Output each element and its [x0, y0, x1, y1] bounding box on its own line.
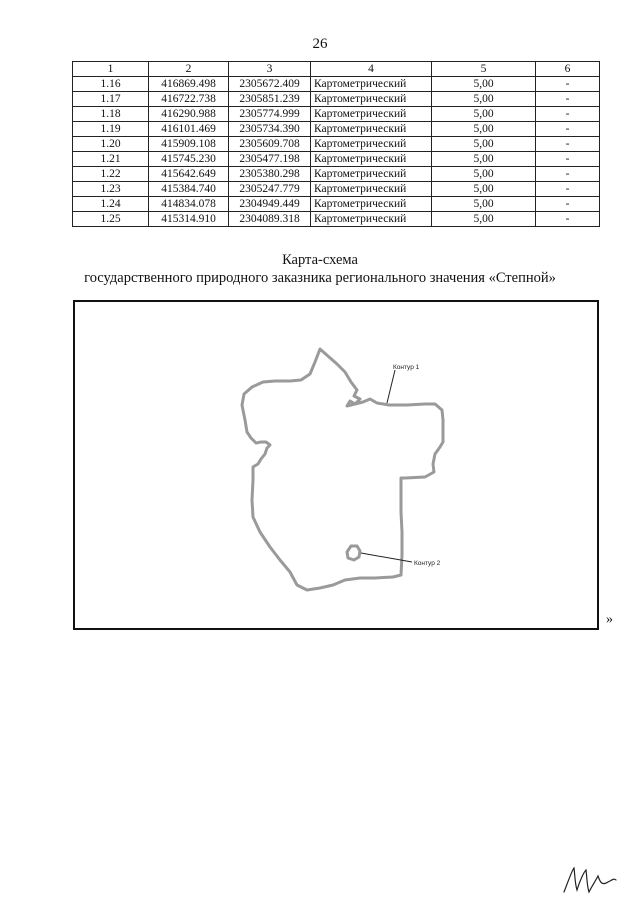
table-cell: 2305774.999 — [229, 107, 311, 122]
column-header: 6 — [536, 62, 600, 77]
table-row — [73, 167, 600, 182]
table-row — [73, 197, 600, 212]
table-row — [73, 212, 600, 227]
table-cell: 5,00 — [432, 212, 536, 227]
table-cell: 416722.738 — [149, 92, 229, 107]
table-row — [73, 152, 600, 167]
contour-2-boundary — [347, 546, 360, 560]
closing-quote: » — [606, 612, 613, 627]
table-cell: 1.18 — [73, 107, 149, 122]
table-cell: 2304949.449 — [229, 197, 311, 212]
table-cell: 415909.108 — [149, 137, 229, 152]
table-body — [73, 77, 600, 227]
table-cell: - — [536, 107, 600, 122]
table-cell: 416869.498 — [149, 77, 229, 92]
contour-2-leader-line — [361, 553, 412, 562]
coordinates-table — [72, 61, 600, 227]
table-cell: 1.16 — [73, 77, 149, 92]
table-cell: Картометрический — [311, 167, 432, 182]
table-row — [73, 77, 600, 92]
table-cell: 1.24 — [73, 197, 149, 212]
table-cell: Картометрический — [311, 197, 432, 212]
column-header: 1 — [73, 62, 149, 77]
table-cell: Картометрический — [311, 212, 432, 227]
table-cell: Картометрический — [311, 182, 432, 197]
table-cell: 2304089.318 — [229, 212, 311, 227]
table-cell: 1.22 — [73, 167, 149, 182]
table-cell: 5,00 — [432, 77, 536, 92]
table-cell: 2305380.298 — [229, 167, 311, 182]
table-cell: - — [536, 197, 600, 212]
table-cell: Картометрический — [311, 77, 432, 92]
table-cell: 5,00 — [432, 182, 536, 197]
table-cell: 415642.649 — [149, 167, 229, 182]
table-cell: 1.21 — [73, 152, 149, 167]
table-cell: 1.20 — [73, 137, 149, 152]
table-cell: 2305247.779 — [229, 182, 311, 197]
table-cell: 5,00 — [432, 152, 536, 167]
table-cell: Картометрический — [311, 107, 432, 122]
table-row — [73, 107, 600, 122]
table-cell: 5,00 — [432, 92, 536, 107]
table-cell: Картометрический — [311, 92, 432, 107]
table-row — [73, 92, 600, 107]
table-cell: 414834.078 — [149, 197, 229, 212]
table-cell: 1.25 — [73, 212, 149, 227]
map-scheme — [75, 302, 597, 628]
table-cell: 5,00 — [432, 197, 536, 212]
map-title — [0, 251, 640, 287]
table-cell: 2305672.409 — [229, 77, 311, 92]
table-cell: 415384.740 — [149, 182, 229, 197]
contour-2-label: Контур 2 — [414, 560, 441, 567]
table-cell: - — [536, 77, 600, 92]
table-cell: 415745.230 — [149, 152, 229, 167]
table-cell: 5,00 — [432, 137, 536, 152]
table-cell: Картометрический — [311, 122, 432, 137]
table-cell: 5,00 — [432, 122, 536, 137]
table-cell: - — [536, 92, 600, 107]
table-row — [73, 122, 600, 137]
table-cell: - — [536, 182, 600, 197]
table-cell: - — [536, 152, 600, 167]
table-cell: - — [536, 122, 600, 137]
table-cell: 415314.910 — [149, 212, 229, 227]
table-cell: 5,00 — [432, 107, 536, 122]
table-cell: 2305734.390 — [229, 122, 311, 137]
table-cell: 5,00 — [432, 167, 536, 182]
table-cell: 416290.988 — [149, 107, 229, 122]
table-cell: 2305477.198 — [229, 152, 311, 167]
table-cell: 2305609.708 — [229, 137, 311, 152]
table-cell: 1.23 — [73, 182, 149, 197]
handwritten-signature — [558, 862, 618, 903]
table-cell: Картометрический — [311, 137, 432, 152]
contour-1-leader-line — [387, 370, 395, 403]
column-header: 3 — [229, 62, 311, 77]
column-header: 4 — [311, 62, 432, 77]
table-cell: 416101.469 — [149, 122, 229, 137]
contour-1-boundary — [242, 349, 443, 590]
table-cell: - — [536, 137, 600, 152]
table-cell: 2305851.239 — [229, 92, 311, 107]
table-cell: 1.17 — [73, 92, 149, 107]
table-row — [73, 182, 600, 197]
column-header: 5 — [432, 62, 536, 77]
map-title-line2: государственного природного заказника регионального значения «Степной» — [84, 270, 556, 286]
contour-1-label: Контур 1 — [393, 364, 420, 371]
column-header: 2 — [149, 62, 229, 77]
table-cell: - — [536, 167, 600, 182]
table-row — [73, 137, 600, 152]
map-frame — [73, 300, 599, 630]
table-cell: - — [536, 212, 600, 227]
map-title-line1: Карта-схема — [282, 252, 358, 268]
table-cell: Картометрический — [311, 152, 432, 167]
table-header-row — [73, 62, 600, 77]
table-cell: 1.19 — [73, 122, 149, 137]
page-number: 26 — [312, 36, 328, 52]
